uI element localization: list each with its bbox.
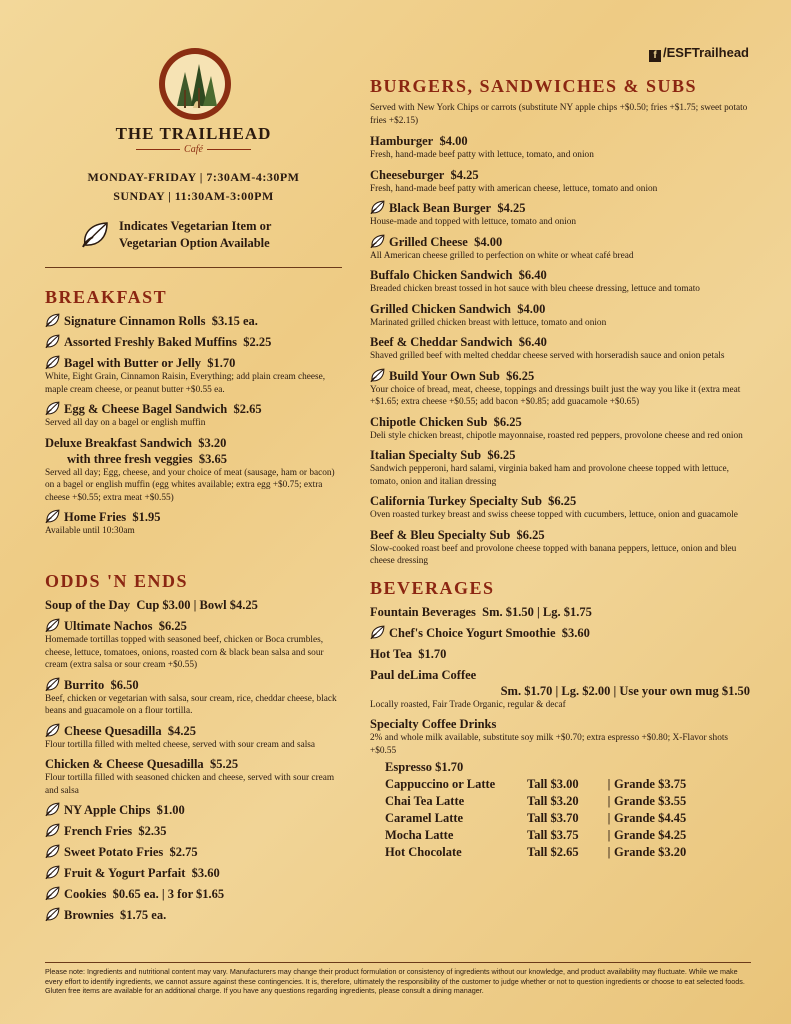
coffee-tall-price: Tall $2.65 (527, 845, 579, 859)
coffee-tall-price: Tall $3.70 (527, 811, 579, 825)
item-name: Chicken & Cheese Quesadilla (45, 757, 204, 771)
hours-weekday: MONDAY-FRIDAY | 7:30AM-4:30PM (87, 170, 300, 184)
item-price: $1.00 (156, 803, 185, 817)
menu-item (370, 493, 750, 522)
item-description: Sandwich pepperoni, hard salami, virginia baked ham and provolone cheese topped with lettuce, tomato, onion and italian dressing (370, 464, 729, 487)
item-description: Served all day; Egg, cheese, and your choice of meat (sausage, ham or bacon) on a bagel or english muffin (egg whites available; extra egg +$0.75; extra cheese +$0.55; extra meat +$0.55) (45, 467, 335, 503)
item-price: $6.25 (516, 527, 545, 542)
item-description: White, Eight Grain, Cinnamon Raisin, Everything; add plain cream cheese, maple cream cheese, or peanut butter +$0.55 ea. (45, 372, 326, 395)
divider (45, 267, 342, 268)
menu-item (45, 865, 342, 881)
coffee-name: Caramel Latte (385, 811, 464, 825)
menu-item (370, 200, 750, 229)
menu-item (370, 527, 750, 568)
menu-item (45, 886, 342, 902)
vegetarian-leaf-icon (45, 886, 61, 901)
menu-item (370, 667, 750, 712)
item-price: $6.25 (548, 494, 577, 508)
item-name: Chef's Choice Yogurt Smoothie (389, 625, 556, 640)
item-price: $4.25 (167, 723, 196, 738)
menu-item (45, 334, 342, 350)
right-column (370, 76, 750, 866)
section-title-breakfast: BREAKFAST (45, 287, 168, 307)
item-price: $6.25 (506, 368, 535, 383)
leaf-icon (81, 221, 111, 249)
menu-item (45, 756, 342, 797)
table-row (385, 810, 686, 827)
legend-line-1: Indicates Vegetarian Item or (119, 219, 272, 233)
menu-item (45, 844, 342, 860)
item-name: Hot Tea (370, 646, 413, 661)
separator: | (607, 828, 611, 842)
table-row (385, 793, 686, 810)
vegetarian-leaf-icon (45, 618, 61, 633)
item-description: Flour tortilla filled with seasoned chicken and cheese, served with sour cream and salsa (45, 773, 335, 796)
item-price: $5.25 (209, 757, 239, 771)
item-price: $2.25 (243, 335, 272, 349)
table-row (385, 776, 686, 793)
trailhead-logo-icon (157, 46, 233, 122)
menu-item (45, 907, 342, 923)
coffee-name: Hot Chocolate (385, 845, 462, 859)
item-name: Beef & Bleu Specialty Sub (370, 527, 511, 542)
menu-item (370, 301, 750, 330)
menu-item (45, 435, 342, 505)
vegetarian-leaf-icon (45, 844, 61, 859)
item-description: 2% and whole milk available, substitute soy milk +$0.70; extra espresso +$0.80; X-Flavor shots +$0.55 (370, 733, 729, 756)
item-name: French Fries (64, 824, 133, 838)
item-name: Hamburger (370, 134, 434, 148)
item-name: Cheeseburger (370, 167, 445, 182)
item-description: House-made and topped with lettuce, tomato and onion (370, 217, 577, 227)
coffee-tall-price: Tall $3.00 (527, 777, 579, 791)
menu-item (370, 604, 750, 620)
item-description: Slow-cooked roast beef and provolone cheese topped with banana peppers, lettuce, onion and bleu cheese dressing (370, 543, 737, 566)
menu-item (370, 625, 750, 641)
vegetarian-legend (81, 218, 331, 252)
menu-item (45, 509, 342, 538)
item-name: Italian Specialty Sub (370, 448, 482, 462)
left-column (45, 40, 342, 922)
coffee-tall-price: Tall $3.20 (527, 794, 579, 808)
menu-item (370, 334, 750, 363)
vegetarian-leaf-icon (370, 368, 386, 383)
menu-item (45, 618, 342, 672)
breakfast-section (45, 287, 342, 543)
item-price: $4.00 (439, 134, 468, 148)
item-description: Fresh, hand-made beef patty with american cheese, lettuce, tomato and onion (370, 183, 658, 194)
legend-line-2: Vegetarian Option Available (119, 236, 270, 250)
coffee-name: Chai Tea Latte (385, 794, 465, 808)
item-description: All American cheese grilled to perfection on white or wheat café bread (370, 250, 634, 261)
vegetarian-leaf-icon (45, 313, 61, 328)
section-title-odds: ODDS 'N ENDS (45, 571, 189, 591)
vegetarian-leaf-icon (45, 334, 61, 349)
coffee-price-table (385, 759, 686, 861)
coffee-grande-price: Grande $4.45 (614, 811, 687, 825)
coffee-grande-price: Grande $3.20 (614, 845, 687, 859)
vegetarian-leaf-icon (45, 401, 61, 416)
item-price: $4.00 (517, 301, 546, 316)
menu-item (370, 267, 750, 296)
item-name: Brownies (64, 908, 114, 922)
item-name: Black Bean Burger (389, 201, 492, 215)
vegetarian-leaf-icon (370, 200, 386, 215)
disclaimer-footer: Please note: Ingredients and nutritional content may vary. Manufacturers may change their product formulation or consistency of ingredients without our knowledge, and product availability may fluctuate. While we make every effort to identify ingredients, we cannot assure against these contingencies. It is, therefore, ultimately the responsibility of the customer to judge whether or not to question ingredients or choose to eat selected foods. Gluten free items are available for an additional charge. If you have any questions regarding ingredients, please consult a dining manager. (45, 962, 751, 996)
table-row (385, 844, 686, 861)
item-description: Oven roasted turkey breast and swiss cheese topped with cucumbers, lettuce, onion and guacamole (370, 510, 738, 520)
item-price: $6.50 (110, 677, 139, 692)
item-name: Build Your Own Sub (389, 368, 500, 383)
menu-item (45, 401, 342, 430)
separator: | (607, 794, 611, 808)
item-name: Cookies (64, 887, 107, 901)
item-description: Fresh, hand-made beef patty with lettuce, tomato, and onion (370, 150, 594, 160)
item-name: Chipotle Chicken Sub (370, 414, 488, 429)
item-price: $1.70 (207, 356, 236, 370)
odds-section (45, 571, 342, 928)
item-price: $0.65 ea. | 3 for $1.65 (112, 887, 225, 901)
item-price: $1.95 (132, 510, 161, 524)
item-name: Ultimate Nachos (64, 619, 153, 633)
item-description: Deli style chicken breast, chipotle mayonnaise, roasted red peppers, provolone cheese and red onion (370, 430, 743, 441)
vegetarian-leaf-icon (45, 823, 61, 838)
table-row (385, 827, 686, 844)
facebook-icon: f (649, 50, 661, 62)
item-name: Fruit & Yogurt Parfait (64, 866, 186, 880)
item-name: Buffalo Chicken Sandwich (370, 268, 513, 282)
item-name: NY Apple Chips (64, 803, 151, 817)
menu-item (370, 646, 750, 662)
menu-item (45, 597, 342, 613)
item-name: Bagel with Butter or Jelly (64, 356, 202, 370)
vegetarian-leaf-icon (45, 723, 61, 738)
item-name: Deluxe Breakfast Sandwich (45, 435, 193, 450)
item-price: $1.70 (418, 646, 447, 661)
item-description: Flour tortilla filled with melted cheese, served with sour cream and salsa (45, 739, 316, 750)
menu-item (370, 368, 750, 409)
vegetarian-leaf-icon (45, 865, 61, 880)
item-price: $1.75 ea. (120, 908, 167, 922)
vegetarian-leaf-icon (370, 234, 386, 249)
vegetarian-leaf-icon (45, 677, 61, 692)
menu-item (45, 723, 342, 752)
menu-item (45, 677, 342, 718)
item-price: $6.40 (518, 335, 547, 349)
item-name: Grilled Cheese (389, 234, 468, 249)
social-handle[interactable]: f /ESFTrailhead (649, 45, 749, 62)
item-price: $4.00 (474, 234, 503, 249)
item-price: $6.40 (518, 268, 547, 282)
item-description: Breaded chicken breast tossed in hot sauce with bleu cheese dressing, lettuce and tomato (370, 284, 700, 294)
coffee-grande-price: Grande $3.75 (614, 777, 687, 791)
item-name: Paul deLima Coffee (370, 667, 477, 682)
item-description: Homemade tortillas topped with seasoned beef, chicken or Boca crumbles, cheese, lettuce, tomatoes, onions, roasted corn & black bean salsa and sour cream (extra salsa or sour cream +$0.55) (45, 635, 324, 670)
item-description: Locally roasted, Fair Trade Organic, regular & decaf (370, 699, 566, 710)
vegetarian-leaf-icon (45, 355, 61, 370)
item-price: Cup $3.00 | Bowl $4.25 (136, 598, 258, 612)
item-price: Sm. $1.50 | Lg. $1.75 (482, 604, 592, 619)
hours (45, 168, 342, 206)
coffee-grande-price: Grande $3.55 (614, 794, 687, 808)
menu-item (45, 802, 342, 818)
brand-subtitle: Café (45, 144, 342, 155)
menu-item (370, 133, 750, 162)
item-name: Fountain Beverages (370, 604, 476, 619)
item-price: $3.15 ea. (211, 314, 258, 328)
section-intro: Served with New York Chips or carrots (substitute NY apple chips +$0.50; fries +$1.75; sweet potato fries +$2.15) (370, 103, 748, 126)
item-price: Sm. $1.70 | Lg. $2.00 | Use your own mug $1.50 (500, 683, 750, 698)
item-name: Soup of the Day (45, 598, 131, 612)
section-title-burgers: BURGERS, SANDWICHES & SUBS (370, 76, 698, 96)
item-name: Cheese Quesadilla (64, 723, 162, 738)
hours-sunday: SUNDAY | 11:30AM-3:00PM (113, 189, 274, 203)
menu-item (45, 823, 342, 839)
item-description: Shaved grilled beef with melted cheddar cheese served with horseradish sauce and onion petals (370, 351, 725, 361)
item-name: Signature Cinnamon Rolls (64, 314, 206, 328)
item-name: Sweet Potato Fries (64, 845, 164, 859)
vegetarian-leaf-icon (45, 907, 61, 922)
section-title-beverages: BEVERAGES (370, 577, 495, 598)
menu-item (370, 234, 750, 263)
item-name: Egg & Cheese Bagel Sandwich (64, 402, 228, 416)
item-price: $6.25 (487, 448, 516, 462)
coffee-espresso: Espresso $1.70 (385, 760, 464, 774)
item-description: Your choice of bread, meat, cheese, toppings and dressings built just the way you like it (extra meat +$1.65; extra cheese +$0.55; add bacon +$0.85; add guacamole +$0.65) (370, 384, 741, 407)
menu-item (370, 414, 750, 443)
item-price: $2.65 (233, 402, 262, 416)
item-price: $3.20 (198, 435, 227, 450)
item-price: $4.25 (497, 201, 526, 215)
menu-item (45, 313, 342, 329)
menu-item (370, 716, 750, 861)
item-name: Beef & Cheddar Sandwich (370, 335, 513, 349)
item-description: Available until 10:30am (45, 526, 135, 536)
item-price: $6.25 (493, 414, 522, 429)
coffee-grande-price: Grande $4.25 (614, 828, 687, 842)
item-name: California Turkey Specialty Sub (370, 494, 542, 508)
item-name-variant: with three fresh veggies (67, 451, 193, 466)
coffee-name: Cappuccino or Latte (385, 777, 496, 791)
item-description: Beef, chicken or vegetarian with salsa, sour cream, rice, cheddar cheese, black beans and guacamole on a flour tortilla. (45, 693, 337, 716)
item-price: $4.25 (450, 167, 479, 182)
item-price: $3.60 (191, 866, 220, 880)
vegetarian-leaf-icon (370, 625, 386, 640)
coffee-tall-price: Tall $3.75 (527, 828, 579, 842)
coffee-name: Mocha Latte (385, 828, 454, 842)
item-description: Marinated grilled chicken breast with lettuce, tomato and onion (370, 317, 607, 328)
item-price: $2.35 (138, 824, 167, 838)
vegetarian-leaf-icon (45, 509, 61, 524)
item-name: Burrito (64, 677, 105, 692)
vegetarian-leaf-icon (45, 802, 61, 817)
item-price: $2.75 (169, 845, 198, 859)
item-price: $6.25 (158, 619, 187, 633)
item-name: Assorted Freshly Baked Muffins (64, 335, 238, 349)
item-price-variant: $3.65 (198, 451, 227, 466)
item-description: Served all day on a bagel or english muffin (45, 418, 206, 428)
separator: | (607, 811, 611, 825)
separator: | (607, 845, 611, 859)
item-name: Home Fries (64, 510, 127, 524)
item-price: $3.60 (561, 625, 590, 640)
menu-item (45, 355, 342, 396)
table-row (385, 759, 686, 776)
item-name: Specialty Coffee Drinks (370, 717, 497, 731)
menu-item (370, 167, 750, 196)
menu-item (370, 447, 750, 488)
brand-name: THE TRAILHEAD (115, 124, 272, 143)
separator: | (607, 777, 611, 791)
item-name: Grilled Chicken Sandwich (370, 301, 511, 316)
